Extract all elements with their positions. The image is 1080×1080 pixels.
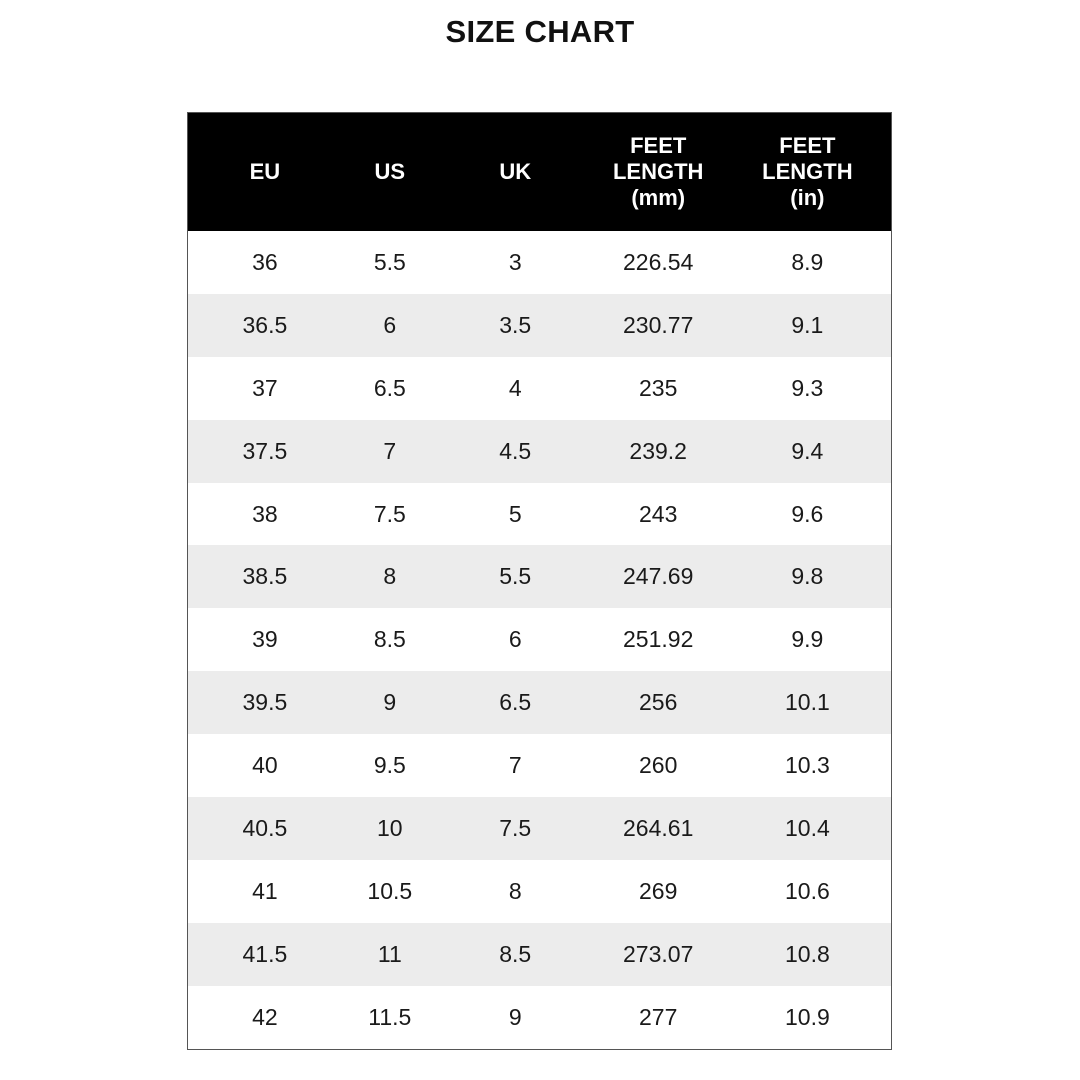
header-us: US <box>374 159 406 184</box>
cell-feet-length-mm: 264.61 <box>623 814 694 841</box>
cell-eu: 41 <box>252 877 278 904</box>
cell-feet-length-mm: 277 <box>639 1003 678 1030</box>
cell-feet-length-in: 9.1 <box>791 311 824 338</box>
cell-feet-length-mm: 273.07 <box>623 940 694 967</box>
cell-feet-length-mm: 226.54 <box>623 248 694 275</box>
table-row <box>188 671 891 734</box>
cell-us: 9.5 <box>373 752 406 779</box>
cell-feet-length-in: 9.6 <box>791 500 824 527</box>
cell-eu: 36.5 <box>242 311 288 338</box>
cell-feet-length-in: 10.3 <box>784 752 830 779</box>
cell-feet-length-mm: 247.69 <box>623 563 694 590</box>
table-row <box>188 986 891 1049</box>
cell-feet-length-mm: 251.92 <box>623 626 694 653</box>
cell-feet-length-in: 8.9 <box>791 248 824 275</box>
table-row <box>188 860 891 923</box>
cell-us: 11 <box>377 940 402 967</box>
header-uk: UK <box>499 159 532 184</box>
cell-uk: 8.5 <box>499 940 532 967</box>
cell-eu: 37.5 <box>242 437 288 464</box>
cell-us: 10 <box>377 814 403 841</box>
cell-us: 6.5 <box>373 374 406 401</box>
cell-eu: 39 <box>252 626 278 653</box>
cell-uk: 4 <box>508 374 522 401</box>
cell-feet-length-in: 9.9 <box>791 626 824 653</box>
cell-uk: 8 <box>508 877 522 904</box>
cell-us: 5.5 <box>373 248 406 275</box>
cell-uk: 3 <box>508 248 522 275</box>
table-row <box>188 545 891 608</box>
cell-uk: 5.5 <box>499 563 532 590</box>
cell-feet-length-in: 10.9 <box>784 1003 830 1030</box>
cell-feet-length-mm: 260 <box>639 752 678 779</box>
table-row <box>188 923 891 986</box>
cell-eu: 39.5 <box>242 689 288 716</box>
cell-uk: 6 <box>508 626 522 653</box>
table-row <box>188 357 891 420</box>
table-row <box>188 231 891 294</box>
cell-feet-length-mm: 230.77 <box>623 311 694 338</box>
cell-uk: 9 <box>508 1003 522 1030</box>
table-row <box>188 483 891 546</box>
cell-uk: 7.5 <box>499 814 532 841</box>
cell-uk: 6.5 <box>499 689 532 716</box>
cell-feet-length-mm: 256 <box>639 689 678 716</box>
cell-us: 11.5 <box>368 1003 412 1030</box>
cell-feet-length-in: 10.1 <box>784 689 830 716</box>
cell-feet-length-in: 9.8 <box>791 563 824 590</box>
cell-us: 6 <box>383 311 397 338</box>
header-eu: EU <box>249 159 281 184</box>
cell-feet-length-mm: 243 <box>639 500 678 527</box>
cell-uk: 7 <box>508 752 522 779</box>
cell-feet-length-mm: 269 <box>639 877 678 904</box>
cell-eu: 40.5 <box>242 814 288 841</box>
table-row <box>188 294 891 357</box>
cell-eu: 36 <box>252 248 278 275</box>
cell-feet-length-in: 9.3 <box>791 374 824 401</box>
header-feet-length-mm: FEET LENGTH (mm) <box>612 133 704 210</box>
cell-eu: 40 <box>252 752 278 779</box>
table-row <box>188 797 891 860</box>
size-table-container <box>187 112 892 1050</box>
cell-eu: 42 <box>252 1003 278 1030</box>
header-feet-length-in: FEET LENGTH (in) <box>762 133 853 210</box>
cell-eu: 37 <box>252 374 278 401</box>
cell-feet-length-mm: 239.2 <box>629 437 687 464</box>
size-table <box>188 113 891 1049</box>
cell-eu: 38 <box>252 500 278 527</box>
cell-feet-length-in: 10.8 <box>784 940 830 967</box>
table-row <box>188 734 891 797</box>
cell-us: 9 <box>383 689 397 716</box>
table-row <box>188 608 891 671</box>
cell-uk: 5 <box>508 500 522 527</box>
cell-feet-length-in: 10.6 <box>784 877 830 904</box>
page-title: SIZE CHART <box>445 14 635 49</box>
table-row <box>188 420 891 483</box>
cell-us: 8.5 <box>373 626 406 653</box>
cell-us: 7.5 <box>373 500 406 527</box>
cell-us: 10.5 <box>367 877 413 904</box>
cell-eu: 38.5 <box>242 563 288 590</box>
table-body <box>188 231 891 1049</box>
cell-feet-length-mm: 235 <box>639 374 678 401</box>
cell-eu: 41.5 <box>242 940 288 967</box>
cell-us: 8 <box>383 563 397 590</box>
cell-uk: 3.5 <box>499 311 532 338</box>
cell-feet-length-in: 9.4 <box>791 437 824 464</box>
table-header-row <box>188 113 891 231</box>
cell-feet-length-in: 10.4 <box>784 814 830 841</box>
cell-uk: 4.5 <box>499 437 532 464</box>
cell-us: 7 <box>383 437 397 464</box>
